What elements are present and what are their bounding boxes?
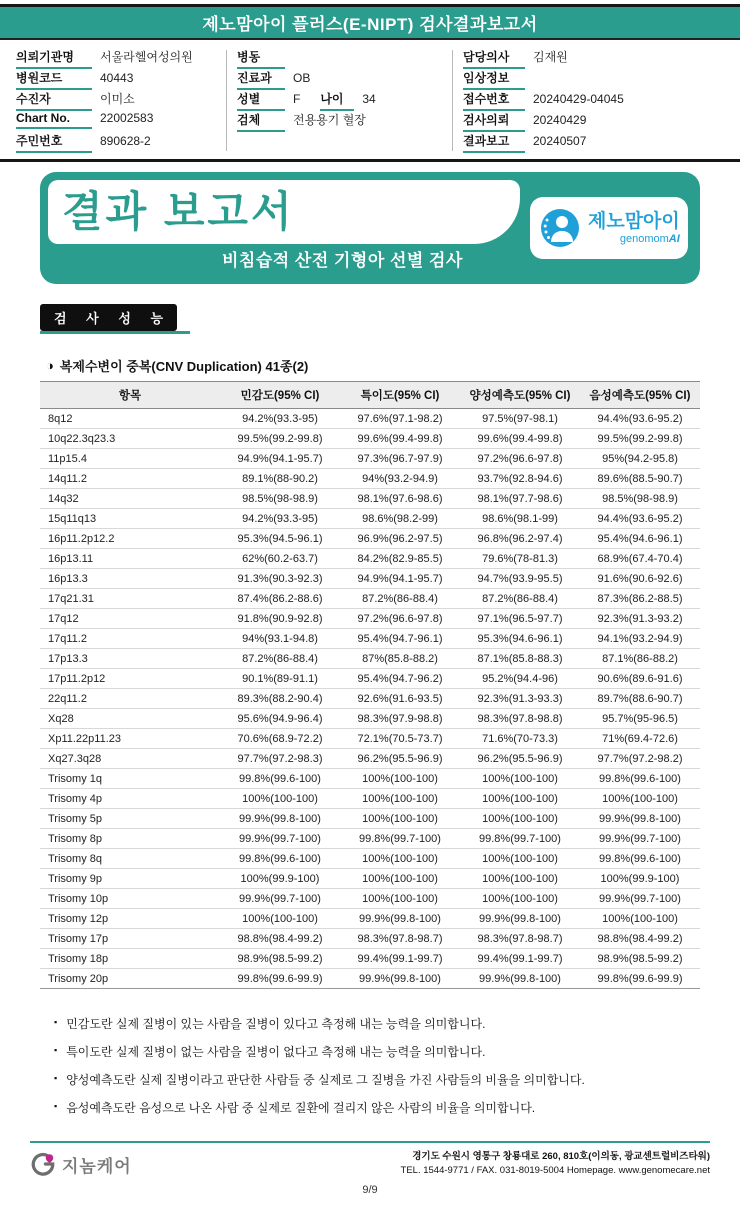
- metric-value-cell: 95.4%(94.6-96.1): [580, 529, 700, 549]
- metric-value-cell: 99.9%(99.8-100): [340, 969, 460, 989]
- patient-info-label: 검체: [237, 111, 285, 132]
- table-row: [40, 429, 700, 449]
- patient-info-value: 20240429: [533, 113, 587, 127]
- patient-info-row: [237, 48, 442, 69]
- metric-value-cell: 92.3%(91.3-93.2): [580, 609, 700, 629]
- metric-value-cell: 99.4%(99.1-99.7): [460, 949, 580, 969]
- table-row: [40, 649, 700, 669]
- region-name-cell: 17p11.2p12: [40, 669, 220, 689]
- region-name-cell: Trisomy 18p: [40, 949, 220, 969]
- metric-value-cell: 98.9%(98.5-99.2): [220, 949, 340, 969]
- genomom-logo: [530, 197, 688, 259]
- metric-value-cell: 94.1%(93.2-94.9): [580, 629, 700, 649]
- metric-value-cell: 97.2%(96.6-97.8): [460, 449, 580, 469]
- table-body: [40, 409, 700, 989]
- region-name-cell: 15q11q13: [40, 509, 220, 529]
- patient-info-label: 성별: [237, 90, 285, 111]
- region-name-cell: 16p13.3: [40, 569, 220, 589]
- metric-value-cell: 96.8%(96.2-97.4): [460, 529, 580, 549]
- metric-value-cell: 95.3%(94.6-96.1): [460, 629, 580, 649]
- metric-value-cell: 95.6%(94.9-96.4): [220, 709, 340, 729]
- table-row: [40, 569, 700, 589]
- metric-value-cell: 97.2%(96.6-97.8): [340, 609, 460, 629]
- metric-value-cell: 100%(100-100): [340, 849, 460, 869]
- region-name-cell: Trisomy 17p: [40, 929, 220, 949]
- metric-value-cell: 72.1%(70.5-73.7): [340, 729, 460, 749]
- patient-info-row: [237, 69, 442, 90]
- metric-value-cell: 98.8%(98.4-99.2): [220, 929, 340, 949]
- metric-value-cell: 62%(60.2-63.7): [220, 549, 340, 569]
- notes-list: [54, 1015, 700, 1116]
- table-row: [40, 629, 700, 649]
- region-name-cell: 14q32: [40, 489, 220, 509]
- table-row: [40, 669, 700, 689]
- report-title-bar: [0, 7, 740, 40]
- metric-value-cell: 94.4%(93.6-95.2): [580, 509, 700, 529]
- patient-info-label: 결과보고: [463, 132, 525, 153]
- note-item: [54, 1071, 700, 1088]
- genomom-logo-title: 제노맘아이: [588, 210, 680, 232]
- metric-value-cell: 95.7%(95-96.5): [580, 709, 700, 729]
- note-item: [54, 1043, 700, 1060]
- metric-value-cell: 87.2%(86-88.4): [220, 649, 340, 669]
- genomecare-logo: [30, 1151, 132, 1177]
- genomom-logo-subtitle: genomomAI: [619, 232, 680, 245]
- patient-info-column-1: [16, 48, 216, 153]
- metric-value-cell: 100%(100-100): [460, 789, 580, 809]
- table-header-row: [40, 382, 700, 409]
- metric-value-cell: 96.9%(96.2-97.5): [340, 529, 460, 549]
- footer-address: [401, 1150, 710, 1179]
- metric-value-cell: 87.4%(86.2-88.6): [220, 589, 340, 609]
- metric-value-cell: 68.9%(67.4-70.4): [580, 549, 700, 569]
- patient-info-column-3: [463, 48, 724, 153]
- patient-info-label: 병동: [237, 48, 285, 69]
- metric-value-cell: 99.9%(99.7-100): [580, 889, 700, 909]
- region-name-cell: 17p13.3: [40, 649, 220, 669]
- metric-value-cell: 99.5%(99.2-99.8): [220, 429, 340, 449]
- metric-value-cell: 91.3%(90.3-92.3): [220, 569, 340, 589]
- metric-value-cell: 98.3%(97.8-98.8): [460, 709, 580, 729]
- metric-value-cell: 100%(100-100): [340, 869, 460, 889]
- table-row: [40, 829, 700, 849]
- metric-value-cell: 100%(100-100): [340, 789, 460, 809]
- region-name-cell: 16p13.11: [40, 549, 220, 569]
- region-name-cell: Trisomy 9p: [40, 869, 220, 889]
- patient-info-value: F: [293, 92, 301, 106]
- metric-value-cell: 98.3%(97.8-98.7): [460, 929, 580, 949]
- patient-info-label: 임상정보: [463, 69, 525, 90]
- genomecare-logo-text: 지놈케어: [62, 1156, 132, 1176]
- section-title-chip: 검 사 성 능: [40, 304, 177, 331]
- column-header: 민감도(95% CI): [220, 382, 340, 409]
- region-name-cell: 10q22.3q23.3: [40, 429, 220, 449]
- region-name-cell: Trisomy 20p: [40, 969, 220, 989]
- metric-value-cell: 99.9%(99.8-100): [340, 909, 460, 929]
- table-row: [40, 689, 700, 709]
- table-row: [40, 529, 700, 549]
- table-row: [40, 449, 700, 469]
- metric-value-cell: 100%(99.9-100): [220, 869, 340, 889]
- bullet-icon: ▪: [54, 1073, 58, 1083]
- patient-info-value: OB: [293, 71, 311, 85]
- metric-value-cell: 94.9%(94.1-95.7): [340, 569, 460, 589]
- column-divider: [226, 50, 227, 151]
- column-divider: [452, 50, 453, 151]
- metric-value-cell: 100%(100-100): [340, 809, 460, 829]
- column-header: 특이도(95% CI): [340, 382, 460, 409]
- table-row: [40, 789, 700, 809]
- patient-info-label: 검사의뢰: [463, 111, 525, 132]
- genomom-person-icon: [540, 208, 580, 248]
- column-header: 음성예측도(95% CI): [580, 382, 700, 409]
- patient-info-value: 40443: [100, 71, 134, 85]
- metric-value-cell: 71.6%(70-73.3): [460, 729, 580, 749]
- table-row: [40, 469, 700, 489]
- patient-info-row: [463, 132, 724, 153]
- metric-value-cell: 99.6%(99.4-99.8): [340, 429, 460, 449]
- patient-info-label: 담당의사: [463, 48, 525, 69]
- metric-value-cell: 98.9%(98.5-99.2): [580, 949, 700, 969]
- metric-value-cell: 99.9%(99.7-100): [220, 889, 340, 909]
- patient-info-value: 20240507: [533, 134, 587, 148]
- metric-value-cell: 97.7%(97.2-98.2): [580, 749, 700, 769]
- metric-value-cell: 94.4%(93.6-95.2): [580, 409, 700, 429]
- metric-value-cell: 97.5%(97-98.1): [460, 409, 580, 429]
- table-row: [40, 909, 700, 929]
- patient-info-row: [463, 90, 724, 111]
- table-row: [40, 969, 700, 989]
- metric-value-cell: 99.4%(99.1-99.7): [340, 949, 460, 969]
- region-name-cell: Trisomy 4p: [40, 789, 220, 809]
- metric-value-cell: 96.2%(95.5-96.9): [340, 749, 460, 769]
- metric-value-cell: 92.3%(91.3-93.3): [460, 689, 580, 709]
- bullet-icon: ▪: [54, 1101, 58, 1111]
- metric-value-cell: 98.1%(97.7-98.6): [460, 489, 580, 509]
- metric-value-cell: 100%(100-100): [460, 809, 580, 829]
- note-text: 양성예측도란 실제 질병이라고 판단한 사람들 중 실제로 그 질병을 가진 사람들의 비율을 의미합니다.: [66, 1073, 585, 1087]
- region-name-cell: Trisomy 8q: [40, 849, 220, 869]
- metric-value-cell: 84.2%(82.9-85.5): [340, 549, 460, 569]
- patient-info-value: 890628-2: [100, 134, 151, 148]
- metric-value-cell: 87.2%(86-88.4): [460, 589, 580, 609]
- metric-value-cell: 100%(100-100): [460, 869, 580, 889]
- section-underline: [40, 331, 190, 334]
- metric-value-cell: 95.2%(94.4-96): [460, 669, 580, 689]
- table-row: [40, 749, 700, 769]
- patient-info-row: [463, 69, 724, 90]
- patient-info-label: 의뢰기관명: [16, 48, 92, 69]
- metric-value-cell: 98.5%(98-98.9): [580, 489, 700, 509]
- section-divider-line: [0, 159, 740, 162]
- table-row: [40, 549, 700, 569]
- address-line: 경기도 수원시 영통구 창룡대로 260, 810호(이의동, 광교센트럴비즈타워): [412, 1150, 710, 1162]
- note-text: 민감도란 실제 질병이 있는 사람을 질병이 있다고 측정해 내는 능력을 의미합니다.: [66, 1017, 486, 1031]
- table-row: [40, 589, 700, 609]
- metric-value-cell: 98.1%(97.6-98.6): [340, 489, 460, 509]
- region-name-cell: 17q21.31: [40, 589, 220, 609]
- metric-value-cell: 87.1%(86-88.2): [580, 649, 700, 669]
- metric-value-cell: 71%(69.4-72.6): [580, 729, 700, 749]
- table-row: [40, 849, 700, 869]
- metric-value-cell: 87.2%(86-88.4): [340, 589, 460, 609]
- metric-value-cell: 96.2%(95.5-96.9): [460, 749, 580, 769]
- table-caption: [46, 356, 740, 375]
- table-row: [40, 489, 700, 509]
- metric-value-cell: 87.3%(86.2-88.5): [580, 589, 700, 609]
- metric-value-cell: 99.8%(99.6-100): [580, 849, 700, 869]
- patient-info-row: [16, 132, 216, 153]
- region-name-cell: 11p15.4: [40, 449, 220, 469]
- metric-value-cell: 99.8%(99.6-100): [220, 849, 340, 869]
- table-caption-text: 복제수변이 중복(CNV Duplication) 41종(2): [59, 359, 309, 374]
- metric-value-cell: 93.7%(92.8-94.6): [460, 469, 580, 489]
- metric-value-cell: 99.8%(99.7-100): [460, 829, 580, 849]
- region-name-cell: Trisomy 8p: [40, 829, 220, 849]
- metric-value-cell: 92.6%(91.6-93.5): [340, 689, 460, 709]
- patient-info-row: [16, 48, 216, 69]
- patient-info-label: 진료과: [237, 69, 285, 90]
- metric-value-cell: 99.8%(99.7-100): [340, 829, 460, 849]
- table-row: [40, 409, 700, 429]
- metric-value-cell: 100%(100-100): [580, 909, 700, 929]
- contact-line: TEL. 1544-9771 / FAX. 031-8019-5004 Homepage. www.genomecare.net: [400, 1165, 710, 1177]
- metric-value-cell: 90.6%(89.6-91.6): [580, 669, 700, 689]
- metric-value-cell: 99.9%(99.8-100): [460, 969, 580, 989]
- banner-subtitle: 비침습적 산전 기형아 선별 검사: [222, 251, 463, 270]
- half-circle-icon: ◑: [46, 358, 54, 373]
- performance-table: [40, 381, 700, 989]
- metric-value-cell: 94%(93.2-94.9): [340, 469, 460, 489]
- patient-info-value: 34: [362, 92, 376, 106]
- patient-info-label: 병원코드: [16, 69, 92, 90]
- patient-info-label: 접수번호: [463, 90, 525, 111]
- region-name-cell: 17q11.2: [40, 629, 220, 649]
- metric-value-cell: 95.4%(94.7-96.2): [340, 669, 460, 689]
- banner-title: 결과 보고서: [62, 188, 295, 235]
- metric-value-cell: 89.3%(88.2-90.4): [220, 689, 340, 709]
- region-name-cell: Trisomy 12p: [40, 909, 220, 929]
- metric-value-cell: 100%(100-100): [580, 789, 700, 809]
- patient-info-row: [463, 111, 724, 132]
- page-number: 9/9: [362, 1184, 378, 1196]
- region-name-cell: 17q12: [40, 609, 220, 629]
- table-row: [40, 949, 700, 969]
- column-header: 양성예측도(95% CI): [460, 382, 580, 409]
- table-row: [40, 609, 700, 629]
- metric-value-cell: 87.1%(85.8-88.3): [460, 649, 580, 669]
- metric-value-cell: 98.8%(98.4-99.2): [580, 929, 700, 949]
- metric-value-cell: 97.7%(97.2-98.3): [220, 749, 340, 769]
- metric-value-cell: 99.5%(99.2-99.8): [580, 429, 700, 449]
- metric-value-cell: 95%(94.2-95.8): [580, 449, 700, 469]
- metric-value-cell: 95.3%(94.5-96.1): [220, 529, 340, 549]
- metric-value-cell: 99.6%(99.4-99.8): [460, 429, 580, 449]
- metric-value-cell: 100%(100-100): [220, 909, 340, 929]
- region-name-cell: Xp11.22p11.23: [40, 729, 220, 749]
- patient-info-row: [463, 48, 724, 69]
- metric-value-cell: 99.8%(99.6-99.9): [220, 969, 340, 989]
- metric-value-cell: 99.8%(99.6-100): [220, 769, 340, 789]
- region-name-cell: Xq28: [40, 709, 220, 729]
- note-text: 특이도란 실제 질병이 없는 사람을 질병이 없다고 측정해 내는 능력을 의미합니다.: [66, 1045, 486, 1059]
- metric-value-cell: 98.3%(97.9-98.8): [340, 709, 460, 729]
- metric-value-cell: 94.9%(94.1-95.7): [220, 449, 340, 469]
- section-header: [40, 304, 740, 334]
- metric-value-cell: 100%(99.9-100): [580, 869, 700, 889]
- table-row: [40, 769, 700, 789]
- table-row: [40, 809, 700, 829]
- metric-value-cell: 99.9%(99.7-100): [580, 829, 700, 849]
- metric-value-cell: 89.7%(88.6-90.7): [580, 689, 700, 709]
- metric-value-cell: 91.8%(90.9-92.8): [220, 609, 340, 629]
- metric-value-cell: 100%(100-100): [340, 769, 460, 789]
- metric-value-cell: 89.6%(88.5-90.7): [580, 469, 700, 489]
- region-name-cell: Trisomy 10p: [40, 889, 220, 909]
- patient-info-row: [237, 90, 442, 111]
- page-footer: [30, 1141, 710, 1196]
- column-header: 항목: [40, 382, 220, 409]
- metric-value-cell: 89.1%(88-90.2): [220, 469, 340, 489]
- patient-info-label: Chart No.: [16, 111, 92, 129]
- metric-value-cell: 100%(100-100): [460, 769, 580, 789]
- result-banner: [40, 172, 700, 284]
- metric-value-cell: 99.8%(99.6-99.9): [580, 969, 700, 989]
- metric-value-cell: 94%(93.1-94.8): [220, 629, 340, 649]
- metric-value-cell: 94.2%(93.3-95): [220, 409, 340, 429]
- metric-value-cell: 100%(100-100): [340, 889, 460, 909]
- metric-value-cell: 79.6%(78-81.3): [460, 549, 580, 569]
- metric-value-cell: 99.8%(99.6-100): [580, 769, 700, 789]
- patient-info-section: [0, 40, 740, 159]
- metric-value-cell: 100%(100-100): [460, 889, 580, 909]
- genomom-logo-text: [588, 211, 680, 245]
- patient-info-value: 이미소: [100, 92, 135, 106]
- metric-value-cell: 99.9%(99.8-100): [580, 809, 700, 829]
- metric-value-cell: 99.9%(99.8-100): [220, 809, 340, 829]
- metric-value-cell: 97.6%(97.1-98.2): [340, 409, 460, 429]
- patient-info-label: 주민번호: [16, 132, 92, 153]
- metric-value-cell: 99.9%(99.8-100): [460, 909, 580, 929]
- metric-value-cell: 100%(100-100): [220, 789, 340, 809]
- patient-info-label: 나이: [320, 90, 354, 111]
- patient-info-row: [16, 111, 216, 132]
- genomecare-logo-icon: [30, 1151, 56, 1177]
- region-name-cell: Trisomy 5p: [40, 809, 220, 829]
- region-name-cell: 14q11.2: [40, 469, 220, 489]
- metric-value-cell: 91.6%(90.6-92.6): [580, 569, 700, 589]
- patient-info-value: 서울라헬여성의원: [100, 50, 193, 64]
- patient-info-value: 전용용기 혈장: [293, 113, 366, 127]
- footer-divider-line: [30, 1141, 710, 1143]
- note-item: [54, 1099, 700, 1116]
- metric-value-cell: 98.6%(98.1-99): [460, 509, 580, 529]
- patient-info-value: 김재원: [533, 50, 568, 64]
- region-name-cell: Xq27.3q28: [40, 749, 220, 769]
- table-row: [40, 889, 700, 909]
- metric-value-cell: 97.1%(96.5-97.7): [460, 609, 580, 629]
- patient-info-row: [16, 69, 216, 90]
- metric-value-cell: 90.1%(89-91.1): [220, 669, 340, 689]
- metric-value-cell: 98.3%(97.8-98.7): [340, 929, 460, 949]
- patient-info-row: [16, 90, 216, 111]
- note-text: 음성예측도란 음성으로 나온 사람 중 실제로 질환에 걸리지 않은 사람의 비율을 의미합니다.: [66, 1101, 536, 1115]
- metric-value-cell: 95.4%(94.7-96.1): [340, 629, 460, 649]
- patient-info-row: [237, 111, 442, 132]
- table-row: [40, 509, 700, 529]
- table-row: [40, 709, 700, 729]
- metric-value-cell: 98.6%(98.2-99): [340, 509, 460, 529]
- report-title: 제노맘아이 플러스(E-NIPT) 검사결과보고서: [202, 15, 538, 34]
- note-item: [54, 1015, 700, 1032]
- metric-value-cell: 94.2%(93.3-95): [220, 509, 340, 529]
- metric-value-cell: 97.3%(96.7-97.9): [340, 449, 460, 469]
- table-row: [40, 869, 700, 889]
- patient-info-value: 20240429-04045: [533, 92, 624, 106]
- metric-value-cell: 87%(85.8-88.2): [340, 649, 460, 669]
- bullet-icon: ▪: [54, 1017, 58, 1027]
- metric-value-cell: 98.5%(98-98.9): [220, 489, 340, 509]
- metric-value-cell: 94.7%(93.9-95.5): [460, 569, 580, 589]
- region-name-cell: 16p11.2p12.2: [40, 529, 220, 549]
- footer-row: [30, 1150, 710, 1179]
- bullet-icon: ▪: [54, 1045, 58, 1055]
- table-row: [40, 929, 700, 949]
- patient-info-column-2: [237, 48, 442, 153]
- region-name-cell: Trisomy 1q: [40, 769, 220, 789]
- metric-value-cell: 70.6%(68.9-72.2): [220, 729, 340, 749]
- region-name-cell: 8q12: [40, 409, 220, 429]
- table-row: [40, 729, 700, 749]
- metric-value-cell: 100%(100-100): [460, 849, 580, 869]
- metric-value-cell: 99.9%(99.7-100): [220, 829, 340, 849]
- patient-info-value: 22002583: [100, 111, 154, 125]
- patient-info-label: 수진자: [16, 90, 92, 111]
- region-name-cell: 22q11.2: [40, 689, 220, 709]
